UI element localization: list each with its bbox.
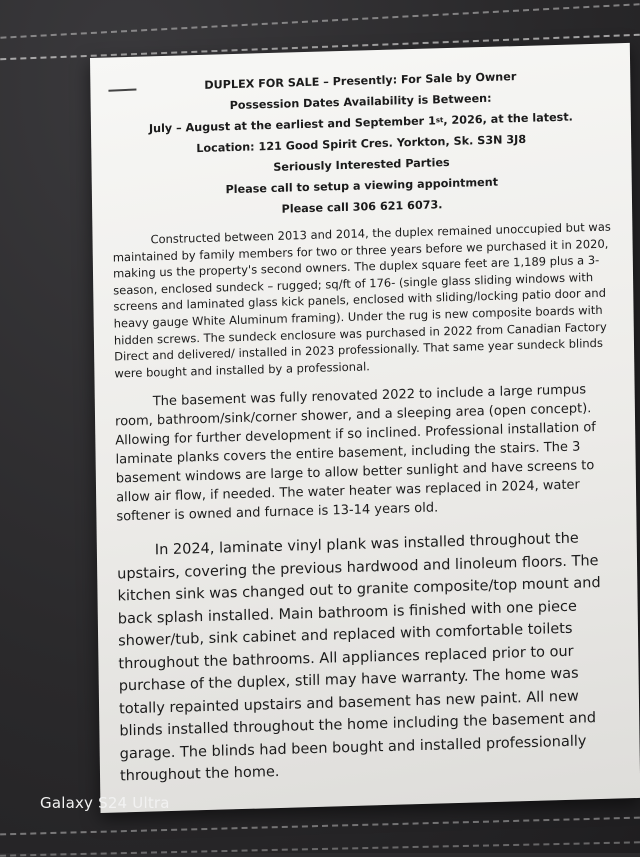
- paragraph-upstairs: [117, 527, 620, 788]
- document-content: [110, 63, 620, 788]
- paragraph-construction-text: Constructed between 2013 and 2014, the duplex remained unoccupied but was maintained by family members for two or three years before we purchased it in 2020, making us the property's second owners. The duplex square feet are 1,189 plus a 3-season, enclosed sundeck – rugged; sq/ft of 176- (single glass sliding windows with screens and laminated glass kick panels, enclosed with sliding/locking patio door and heavy gauge White Aluminum framing). Under the rug is new composite boards with hidden screws. The sundeck enclosure was purchased in 2022 from Canadian Factory Direct and delivered/ installed in 2023 professionally. That same year sundeck blinds were bought and installed by a professional.: [112, 219, 611, 381]
- paragraph-construction: [112, 218, 614, 381]
- heading-viewing: Please call to setup a viewing appointment: [225, 175, 499, 197]
- heading-dates-start: July – August at the earliest and September 1: [148, 114, 436, 136]
- paragraph-upstairs-text: In 2024, laminate vinyl plank was installed throughout the upstairs, covering the previous hardwood and linoleum floors. The kitchen sink was changed out to granite composite/top mount and back splash installed. Main bathroom is finished with one piece shower/tub, sink cabinet and replaced with comfortable toilets throughout the bathrooms. All appliances replaced prior to our purchase of the duplex, still may have warranty. The home was totally repainted upstairs and basement has new paint. All new blinds installed throughout the home including the basement and garage. The blinds had been bought and installed professionally throughout the home.: [117, 530, 601, 785]
- heading-title: DUPLEX FOR SALE – Presently: For Sale by Owner: [204, 70, 517, 92]
- camera-watermark: Galaxy S24 Ultra: [40, 794, 170, 812]
- printed-sheet: [90, 43, 640, 813]
- heading-dates-end: , 2026, at the latest.: [443, 110, 573, 128]
- heading-interested: Seriously Interested Parties: [273, 155, 450, 174]
- heading-dates-suffix: st: [435, 116, 444, 125]
- paragraph-basement-text: The basement was fully renovated 2022 to include a large rumpus room, bathroom/sink/corner shower, and a sleeping area (open concept). Allowing for further development if so inclined. Professional installation of laminate planks covers the entire basement, including the stairs. The 3 basement windows are large to allow better sunlight and have screens to allow air flow, if needed. The water heater was replaced in 2024, water softener is owned and furnace is 13-14 years old.: [114, 382, 596, 525]
- heading-location: Location: 121 Good Spirit Cres. Yorkton, Sk. S3N 3J8: [196, 132, 527, 156]
- heading-phone: Please call 306 621 6073.: [281, 198, 443, 216]
- paragraph-basement: [115, 380, 617, 527]
- heading-possession: Possession Dates Availability is Between:: [229, 91, 492, 113]
